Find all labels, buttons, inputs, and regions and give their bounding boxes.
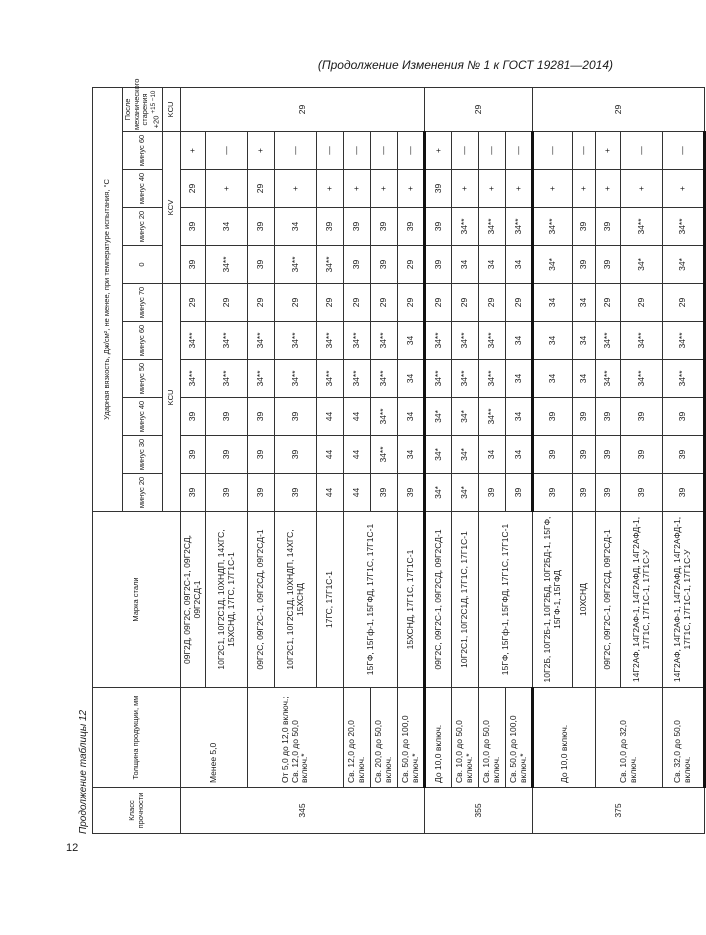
kcv-value-cell: + xyxy=(248,132,275,170)
kcu-value-cell: 34 xyxy=(573,284,596,322)
kcv-value-cell: 34* xyxy=(663,246,705,284)
kcv-value-cell: — xyxy=(533,132,573,170)
kcu-value-cell: 34* xyxy=(452,436,479,474)
kcv-value-cell: 34* xyxy=(533,246,573,284)
thickness-cell: Св. 10,0 до 32,0 включ. xyxy=(596,688,663,788)
kcu-value-cell: 29 xyxy=(621,284,663,322)
kcv-value-cell: + xyxy=(596,170,621,208)
kcu-value-cell: 34** xyxy=(344,360,371,398)
kcu-value-cell: 39 xyxy=(596,436,621,474)
steel-grade-cell: 09Г2С, 09Г2С-1, 09Г2СД, 09Г2СД-1 xyxy=(248,512,275,688)
kcv-value-cell: — xyxy=(621,132,663,170)
kcv-value-cell: 39 xyxy=(371,246,398,284)
kcu-value-cell: 39 xyxy=(206,398,248,436)
kcv-value-cell: — xyxy=(398,132,425,170)
kcu-value-cell: 34 xyxy=(506,436,533,474)
kcu-value-cell: 39 xyxy=(371,474,398,512)
kcu-value-cell: 34** xyxy=(275,322,317,360)
kcv-value-cell: 39 xyxy=(596,246,621,284)
kcu-value-cell: 34** xyxy=(425,360,452,398)
kcu-value-cell: 34* xyxy=(452,398,479,436)
kcu-value-cell: 34 xyxy=(533,360,573,398)
kcu-value-cell: 34* xyxy=(452,474,479,512)
kcu-value-cell: 29 xyxy=(506,284,533,322)
kcv-value-cell: 34 xyxy=(479,246,506,284)
kcu-value-cell: 39 xyxy=(181,398,206,436)
kcu-value-cell: 39 xyxy=(533,474,573,512)
table-row xyxy=(506,87,533,833)
kcu-value-cell: 34 xyxy=(533,322,573,360)
kcu-value-cell: 34** xyxy=(621,360,663,398)
kcu-value-cell: 34 xyxy=(506,360,533,398)
thickness-header: Толщина продукции, мм xyxy=(93,688,181,788)
kcv-value-cell: + xyxy=(344,170,371,208)
kcv-value-cell: — xyxy=(275,132,317,170)
kcu-value-cell: 39 xyxy=(663,398,705,436)
kcu-value-cell: 34 xyxy=(398,322,425,360)
kcv-value-cell: 39 xyxy=(425,170,452,208)
after-aging-tolerance: +15 −10 xyxy=(149,90,157,114)
steel-grade-cell: 10Г2С1, 10Г2С1Д, 10ХНДП, 14ХГС, 15ХСНД xyxy=(275,512,317,688)
kcv-value-cell: 34 xyxy=(452,246,479,284)
kcu-value-cell: 34** xyxy=(371,360,398,398)
kcu-value-cell: 44 xyxy=(317,474,344,512)
kcu-value-cell: 29 xyxy=(206,284,248,322)
kcv-value-cell: + xyxy=(663,170,705,208)
header-row-1 xyxy=(93,87,123,833)
kcv-value-cell: 39 xyxy=(371,208,398,246)
steel-grade-cell: 15ХСНД, 17Г1С, 17Г1С-1 xyxy=(398,512,425,688)
kcu-value-cell: 39 xyxy=(248,474,275,512)
kcv-value-cell: 34** xyxy=(533,208,573,246)
kcu-value-cell: 34** xyxy=(206,322,248,360)
kcu-value-cell: 39 xyxy=(621,436,663,474)
kcu-value-cell: 39 xyxy=(506,474,533,512)
kcu-value-cell: 39 xyxy=(206,436,248,474)
kcu-value-cell: 34* xyxy=(425,474,452,512)
kcu-value-cell: 39 xyxy=(479,474,506,512)
kcu-value-cell: 39 xyxy=(248,436,275,474)
steel-grade-cell: 14Г2АФ, 14Г2АФ-1, 14Г2АФД, 14Г2АФД-1, 17Г1С, 17Г1С-1, 17Г1С-У xyxy=(621,512,663,688)
kcu-value-cell: 39 xyxy=(596,398,621,436)
document-header: (Продолжение Изменения № 1 к ГОСТ 19281—2014) xyxy=(317,58,613,72)
table-row xyxy=(344,87,371,833)
impact-strength-table xyxy=(92,78,706,834)
table-row xyxy=(181,87,206,833)
after-aging-cell: 29 xyxy=(425,87,533,131)
kcv-value-cell: 34 xyxy=(206,208,248,246)
kcu-temp-header: минус 70 xyxy=(123,284,163,322)
table-row xyxy=(479,87,506,833)
kcu-value-cell: 39 xyxy=(206,474,248,512)
kcv-value-cell: + xyxy=(206,170,248,208)
kcv-value-cell: 39 xyxy=(248,246,275,284)
thickness-cell: Менее 5,0 xyxy=(181,688,248,788)
kcv-value-cell: + xyxy=(181,132,206,170)
kcu-value-cell: 34** xyxy=(206,360,248,398)
kcv-value-cell: 39 xyxy=(573,208,596,246)
kcv-value-cell: 34** xyxy=(621,208,663,246)
kcv-value-cell: — xyxy=(452,132,479,170)
kcv-value-cell: 34** xyxy=(663,208,705,246)
kcu-value-cell: 34** xyxy=(663,360,705,398)
strength-class-cell: 355 xyxy=(425,788,533,834)
kcv-value-cell: + xyxy=(275,170,317,208)
kcv-value-cell: + xyxy=(573,170,596,208)
kcv-value-cell: 39 xyxy=(181,246,206,284)
steel-grade-cell: 14Г2АФ, 14Г2АФ-1, 14Г2АФД, 14Г2АФД-1, 17Г1С, 17Г1С-1, 17Г1С-У xyxy=(663,512,705,688)
kcv-value-cell: 34 xyxy=(506,246,533,284)
table-body xyxy=(181,87,705,833)
kcv-value-cell: — xyxy=(317,132,344,170)
kcu-value-cell: 34** xyxy=(181,322,206,360)
kcu-value-cell: 34** xyxy=(452,360,479,398)
kcv-value-cell: 34** xyxy=(275,246,317,284)
kcv-value-cell: 34** xyxy=(479,208,506,246)
table-caption: Продолжение таблицы 12 xyxy=(78,709,89,834)
kcv-temp-header: 0 xyxy=(123,246,163,284)
steel-grade-cell: 10Г2С1, 10Г2С1Д, 17Г1С, 17Г1С-1 xyxy=(452,512,479,688)
kcu-value-cell: 34* xyxy=(425,398,452,436)
kcu-value-cell: 39 xyxy=(573,398,596,436)
steel-grade-cell: 15ГФ, 15Гф-1, 15ГФД, 17Г1С, 17Г1С-1 xyxy=(344,512,398,688)
kcu-value-cell: 39 xyxy=(398,474,425,512)
thickness-cell: Св. 50,0 до 100,0 включ.* xyxy=(506,688,533,788)
kcu-value-cell: 29 xyxy=(596,284,621,322)
kcv-value-cell: + xyxy=(479,170,506,208)
steel-grade-cell: 09Г2С, 09Г2С-1, 09Г2СД, 09Г2СД-1 xyxy=(596,512,621,688)
kcu-value-cell: 39 xyxy=(533,436,573,474)
kcu-value-cell: 39 xyxy=(248,398,275,436)
kcv-temp-header: минус 20 xyxy=(123,208,163,246)
kcu-value-cell: 34 xyxy=(506,322,533,360)
after-aging-cell: 29 xyxy=(181,87,425,131)
kcu-value-cell: 29 xyxy=(275,284,317,322)
kcu-value-cell: 34** xyxy=(371,436,398,474)
table-row xyxy=(663,87,705,833)
thickness-cell: Св. 10,0 до 50,0 включ.* xyxy=(452,688,479,788)
kcv-value-cell: + xyxy=(452,170,479,208)
kcu-value-cell: 34** xyxy=(248,322,275,360)
kcv-value-cell: 39 xyxy=(317,208,344,246)
kcu-value-cell: 39 xyxy=(275,398,317,436)
kcu-value-cell: 39 xyxy=(275,436,317,474)
steel-grade-cell: 15ГФ, 15Гф-1, 15ГФД, 17Г1С, 17Г1С-1 xyxy=(479,512,533,688)
thickness-cell: Св. 10,0 до 50,0 включ. xyxy=(479,688,506,788)
table-row xyxy=(371,87,398,833)
kcv-value-cell: — xyxy=(206,132,248,170)
table-row xyxy=(398,87,425,833)
kcu-value-cell: 29 xyxy=(479,284,506,322)
kcu-value-cell: 34** xyxy=(248,360,275,398)
kcv-temp-header: минус 60 xyxy=(123,132,163,170)
kcu-value-cell: 39 xyxy=(621,398,663,436)
kcu-value-cell: 34** xyxy=(596,360,621,398)
kcu-value-cell: 29 xyxy=(317,284,344,322)
steel-grade-cell: 10ХСНД xyxy=(573,512,596,688)
kcv-value-cell: 34* xyxy=(621,246,663,284)
thickness-cell: Св. 12,0 до 20,0 включ. xyxy=(344,688,371,788)
steel-grade-cell: 17ГС, 17Г1С-1 xyxy=(317,512,344,688)
kcu-value-cell: 34** xyxy=(181,360,206,398)
kcv-value-cell: + xyxy=(398,170,425,208)
kcu-value-cell: 29 xyxy=(181,284,206,322)
kcv-value-cell: 29 xyxy=(398,246,425,284)
kcu-value-cell: 34 xyxy=(398,436,425,474)
kcu-value-cell: 34 xyxy=(506,398,533,436)
thickness-cell: Св. 50,0 до 100,0 включ.* xyxy=(398,688,425,788)
kcu-value-cell: 29 xyxy=(344,284,371,322)
kcv-value-cell: 34** xyxy=(506,208,533,246)
kcu-temp-header: минус 40 xyxy=(123,398,163,436)
thickness-cell: От 5,0 до 12,0 включ.; Св. 12,0 до 50,0 включ.* xyxy=(248,688,344,788)
kcu-temp-header: минус 60 xyxy=(123,322,163,360)
kcu-temp-header: минус 50 xyxy=(123,360,163,398)
table-head xyxy=(93,78,181,833)
kcu-value-cell: 34* xyxy=(425,436,452,474)
kcv-value-cell: 34 xyxy=(275,208,317,246)
thickness-cell: Св. 32,0 до 50,0 включ. xyxy=(663,688,705,788)
kcv-value-cell: — xyxy=(573,132,596,170)
kcu-value-cell: 34** xyxy=(275,360,317,398)
kcv-value-cell: + xyxy=(506,170,533,208)
kcu-value-cell: 29 xyxy=(248,284,275,322)
kcv-value-cell: + xyxy=(371,170,398,208)
kcu-value-cell: 34** xyxy=(425,322,452,360)
kcu-value-cell: 39 xyxy=(533,398,573,436)
kcu-temp-header: минус 30 xyxy=(123,436,163,474)
steel-grade-cell: 09Г2С, 09Г2С-1, 09Г2СД, 09Г2СД-1 xyxy=(425,512,452,688)
kcu-value-cell: 39 xyxy=(663,474,705,512)
kcu-value-cell: 34** xyxy=(344,322,371,360)
steel-grade-cell: 09Г2Д, 09Г2С, 09Г2С-1, 09Г2СД, 09Г2СД-1 xyxy=(181,512,206,688)
kcu-value-cell: 34** xyxy=(479,322,506,360)
after-aging-label: После механического старения +20 xyxy=(123,78,161,130)
steel-grade-cell: 10Г2С1, 10Г2С1Д, 10ХНДП, 14ХГС, 15ХСНД, 17ГС, 17Г1С-1 xyxy=(206,512,248,688)
table-row xyxy=(248,87,275,833)
kcu-value-cell: 34** xyxy=(479,398,506,436)
kcv-value-cell: — xyxy=(371,132,398,170)
kcu-value-cell: 34** xyxy=(371,398,398,436)
after-aging-cell: 29 xyxy=(533,87,705,131)
kcu-value-cell: 34** xyxy=(663,322,705,360)
kcv-value-cell: + xyxy=(425,132,452,170)
kcu-value-cell: 39 xyxy=(275,474,317,512)
kcv-header: KCV xyxy=(163,132,181,284)
kcu-value-cell: 39 xyxy=(663,436,705,474)
class-header: Класс прочности xyxy=(93,788,181,834)
kcv-value-cell: + xyxy=(596,132,621,170)
kcv-value-cell: — xyxy=(479,132,506,170)
kcv-value-cell: + xyxy=(533,170,573,208)
kcu-value-cell: 34** xyxy=(479,360,506,398)
kcu-value-cell: 39 xyxy=(181,474,206,512)
kcv-value-cell: — xyxy=(663,132,705,170)
kcv-value-cell: 39 xyxy=(398,208,425,246)
kcv-value-cell: 34** xyxy=(317,246,344,284)
kcu-value-cell: 29 xyxy=(398,284,425,322)
steel-grade-cell: 10Г2Б, 10Г2Б-1, 10Г2БД, 10Г2БД-1, 15ГФ, 15ГФ-1, 15ГФД xyxy=(533,512,573,688)
kcu-value-cell: 44 xyxy=(317,436,344,474)
kcu-value-cell: 39 xyxy=(181,436,206,474)
kcu-value-cell: 39 xyxy=(573,474,596,512)
kcv-value-cell: 39 xyxy=(573,246,596,284)
kcu-value-cell: 34 xyxy=(398,398,425,436)
impact-header: Ударная вязкость, Дж/см², не менее, при температуре испытания, °С xyxy=(93,87,123,511)
kcv-value-cell: 39 xyxy=(425,246,452,284)
strength-class-cell: 345 xyxy=(181,788,425,834)
kcv-value-cell: 39 xyxy=(344,246,371,284)
after-aging-header xyxy=(123,78,163,131)
kcv-temp-header: минус 40 xyxy=(123,170,163,208)
kcv-value-cell: + xyxy=(317,170,344,208)
kcu-value-cell: 44 xyxy=(317,398,344,436)
kcv-value-cell: 34** xyxy=(206,246,248,284)
kcu-value-cell: 34 xyxy=(573,322,596,360)
table-row xyxy=(425,87,452,833)
kcu-value-cell: 34** xyxy=(621,322,663,360)
kcu-value-cell: 29 xyxy=(663,284,705,322)
kcu-value-cell: 34** xyxy=(371,322,398,360)
kcv-value-cell: 39 xyxy=(248,208,275,246)
table-row xyxy=(596,87,621,833)
steel-header: Марка стали xyxy=(93,512,181,688)
kcv-value-cell: 34** xyxy=(452,208,479,246)
kcu-value-cell: 34 xyxy=(479,436,506,474)
kcu-after-header: KCU xyxy=(163,87,181,131)
kcu-value-cell: 29 xyxy=(371,284,398,322)
thickness-cell: До 10,0 включ. xyxy=(533,688,596,788)
kcu-value-cell: 39 xyxy=(573,436,596,474)
kcv-value-cell: — xyxy=(506,132,533,170)
table-row xyxy=(452,87,479,833)
kcv-value-cell: — xyxy=(344,132,371,170)
kcu-value-cell: 39 xyxy=(596,474,621,512)
kcu-value-cell: 29 xyxy=(452,284,479,322)
kcu-value-cell: 44 xyxy=(344,398,371,436)
kcu-value-cell: 34 xyxy=(533,284,573,322)
rotated-table-area xyxy=(78,78,692,834)
kcu-value-cell: 44 xyxy=(344,474,371,512)
kcu-temp-header: минус 20 xyxy=(123,474,163,512)
kcu-value-cell: 34** xyxy=(317,322,344,360)
kcv-value-cell: + xyxy=(621,170,663,208)
kcu-value-cell: 44 xyxy=(344,436,371,474)
kcu-value-cell: 39 xyxy=(621,474,663,512)
kcv-value-cell: 29 xyxy=(248,170,275,208)
kcu-header: KCU xyxy=(163,284,181,512)
kcv-value-cell: 29 xyxy=(181,170,206,208)
kcv-value-cell: 39 xyxy=(181,208,206,246)
thickness-cell: Св. 20,0 до 50,0 включ. xyxy=(371,688,398,788)
strength-class-cell: 375 xyxy=(533,788,705,834)
kcv-value-cell: 39 xyxy=(425,208,452,246)
kcu-value-cell: 34 xyxy=(573,360,596,398)
kcu-value-cell: 34** xyxy=(317,360,344,398)
kcu-value-cell: 34** xyxy=(596,322,621,360)
kcu-value-cell: 29 xyxy=(425,284,452,322)
kcu-value-cell: 34 xyxy=(398,360,425,398)
table-row xyxy=(533,87,573,833)
kcu-value-cell: 34** xyxy=(452,322,479,360)
thickness-cell: До 10,0 включ. xyxy=(425,688,452,788)
page-number: 12 xyxy=(66,842,79,854)
kcv-value-cell: 39 xyxy=(596,208,621,246)
kcv-value-cell: 39 xyxy=(344,208,371,246)
